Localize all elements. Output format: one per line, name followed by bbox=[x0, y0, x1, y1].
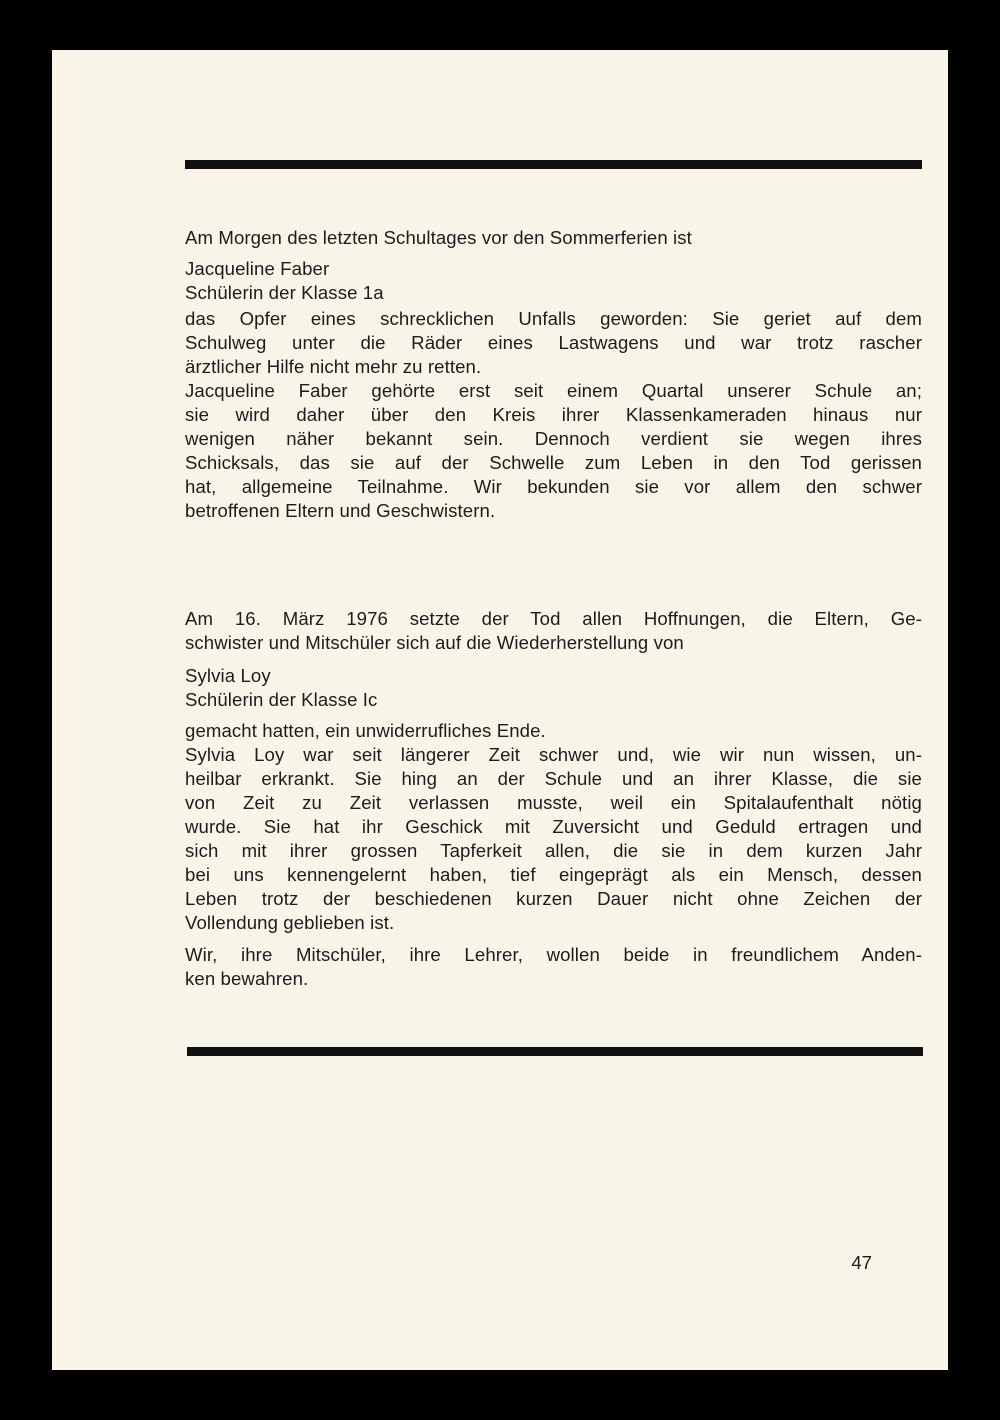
page-number: 47 bbox=[851, 1252, 872, 1273]
section2-line: wurde. Sie hat ihr Geschick mit Zuversicht und Geduld ertragen und bbox=[185, 816, 922, 837]
section2-name: Sylvia Loy bbox=[185, 665, 271, 686]
document-page bbox=[52, 50, 948, 1370]
section1-intro: Am Morgen des letzten Schultages vor den Sommerferien ist bbox=[185, 227, 692, 248]
section1-line: wenigen näher bekannt sein. Dennoch verdient sie wegen ihres bbox=[185, 428, 922, 449]
section2-intro-block bbox=[185, 607, 922, 655]
section2-intro-line: Am 16. März 1976 setzte der Tod allen Hoffnungen, die Eltern, Ge- bbox=[185, 608, 922, 629]
section1-line: Schicksals, das sie auf der Schwelle zum Leben in den Tod gerissen bbox=[185, 452, 922, 473]
section1-line: ärztlicher Hilfe nicht mehr zu retten. bbox=[185, 356, 482, 377]
section2-line: Leben trotz der beschiedenen kurzen Dauer nicht ohne Zeichen der bbox=[185, 888, 922, 909]
bottom-rule bbox=[187, 1047, 923, 1056]
section1-line: Schulweg unter die Räder eines Lastwagens und war trotz rascher bbox=[185, 332, 922, 353]
section1-class: Schülerin der Klasse 1a bbox=[185, 282, 384, 303]
section1-name-block bbox=[185, 257, 922, 305]
section1-line: betroffenen Eltern und Geschwistern. bbox=[185, 500, 496, 521]
section2-intro-line: schwister und Mitschüler sich auf die Wiederherstellung von bbox=[185, 632, 684, 653]
closing-line: Wir, ihre Mitschüler, ihre Lehrer, wollen beide in freundlichem Anden- bbox=[185, 944, 922, 965]
section1-line: sie wird daher über den Kreis ihrer Klassenkameraden hinaus nur bbox=[185, 404, 922, 425]
section2-name-block bbox=[185, 664, 922, 712]
section2-line: bei uns kennengelernt haben, tief eingeprägt als ein Mensch, dessen bbox=[185, 864, 922, 885]
closing-block bbox=[185, 943, 922, 991]
section2-line: gemacht hatten, ein unwiderrufliches Ende. bbox=[185, 720, 546, 741]
section1-line: Jacqueline Faber gehörte erst seit einem Quartal unserer Schule an; bbox=[185, 380, 922, 401]
section1-line: das Opfer eines schrecklichen Unfalls geworden: Sie geriet auf dem bbox=[185, 308, 922, 329]
section1-name: Jacqueline Faber bbox=[185, 258, 330, 279]
section1-intro-block bbox=[185, 226, 922, 250]
section2-line: Vollendung geblieben ist. bbox=[185, 912, 395, 933]
section1-line: hat, allgemeine Teilnahme. Wir bekunden sie vor allem den schwer bbox=[185, 476, 922, 497]
section2-line: Sylvia Loy war seit längerer Zeit schwer und, wie wir nun wissen, un- bbox=[185, 744, 922, 765]
closing-line: ken bewahren. bbox=[185, 968, 309, 989]
section2-class: Schülerin der Klasse Ic bbox=[185, 689, 378, 710]
section2-line: heilbar erkrankt. Sie hing an der Schule und an ihrer Klasse, die sie bbox=[185, 768, 922, 789]
section2-line: von Zeit zu Zeit verlassen musste, weil ein Spitalaufenthalt nötig bbox=[185, 792, 922, 813]
section2-body bbox=[185, 719, 922, 935]
section1-body bbox=[185, 307, 922, 523]
top-rule bbox=[185, 160, 922, 169]
section2-line: sich mit ihrer grossen Tapferkeit allen, die sie in dem kurzen Jahr bbox=[185, 840, 922, 861]
